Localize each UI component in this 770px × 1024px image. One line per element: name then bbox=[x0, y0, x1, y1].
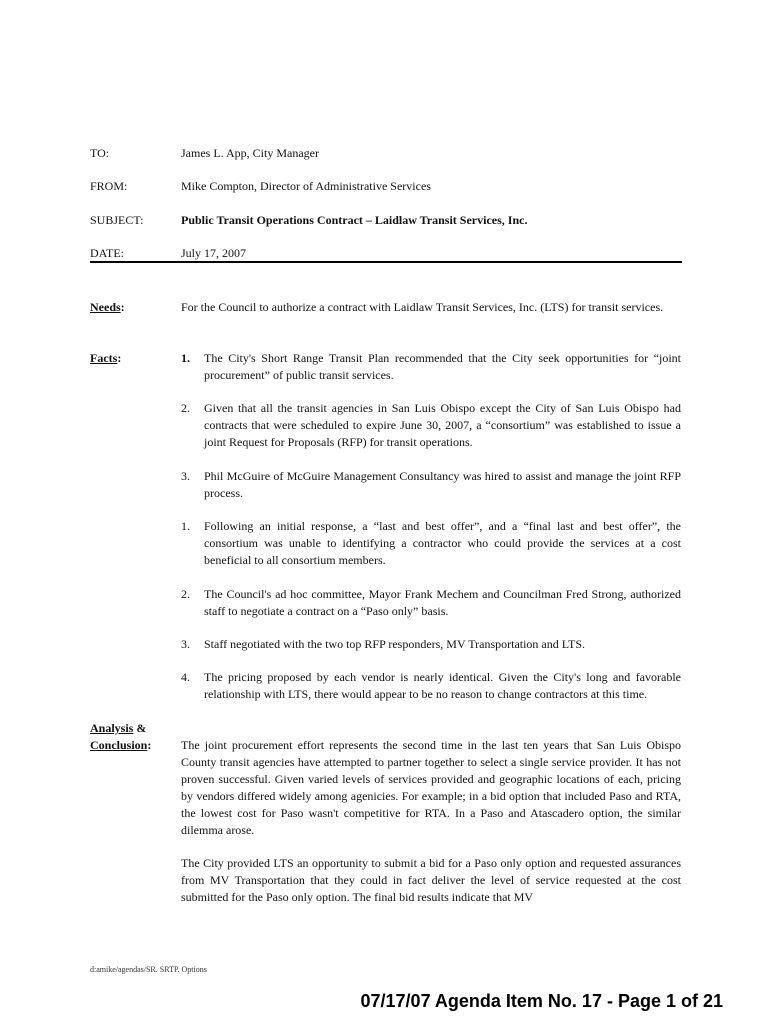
facts-item-text: Given that all the transit agencies in San Luis Obispo except the City of San Luis Obispo had contracts that were scheduled to expire June 30, 2007, a “consortium” was established to issue a joint Request for Proposals (RFP) for transit operations. bbox=[204, 401, 681, 449]
to-label: TO: bbox=[90, 146, 110, 160]
facts-item-number: 2. bbox=[181, 401, 190, 415]
analysis-ampersand: & bbox=[133, 721, 147, 735]
file-path-footer: d:amike/agendas/SR. SRTP. Options bbox=[90, 965, 207, 974]
conclusion-label-text: Conclusion bbox=[90, 738, 148, 752]
agenda-page-stamp: 07/17/07 Agenda Item No. 17 - Page 1 of 21 bbox=[360, 991, 723, 1011]
conclusion-label bbox=[90, 737, 151, 754]
analysis-label-text: Analysis bbox=[90, 721, 134, 735]
date-value: July 17, 2007 bbox=[181, 246, 247, 260]
facts-item-number: 1. bbox=[181, 351, 190, 365]
facts-item-text: Following an initial response, a “last and best offer”, and a “final last and best offer”, the consortium was unable to identifying a contractor who could provide the services at a cost beneficial to all consortium members. bbox=[204, 519, 681, 567]
facts-label-text: Facts bbox=[90, 351, 118, 365]
analysis-label bbox=[90, 720, 146, 737]
date-label: DATE: bbox=[90, 246, 124, 260]
facts-item-number: 4. bbox=[181, 670, 190, 684]
facts-item-text: The Council's ad hoc committee, Mayor Frank Mechem and Councilman Fred Strong, authorized staff to negotiate a contract on a “Paso only” basis. bbox=[204, 587, 681, 618]
facts-item-text: Phil McGuire of McGuire Management Consultancy was hired to assist and manage the joint RFP process. bbox=[204, 469, 681, 500]
needs-label-text: Needs bbox=[90, 300, 121, 314]
facts-item-text: The City's Short Range Transit Plan recommended that the City seek opportunities for “joint procurement” of public transit services. bbox=[204, 351, 681, 382]
facts-colon: : bbox=[117, 351, 122, 365]
subject-value: Public Transit Operations Contract – Laidlaw Transit Services, Inc. bbox=[181, 213, 528, 227]
subject-label: SUBJECT: bbox=[90, 213, 144, 227]
facts-item-text: Staff negotiated with the two top RFP responders, MV Transportation and LTS. bbox=[204, 637, 585, 651]
facts-item-text: The pricing proposed by each vendor is nearly identical. Given the City's long and favorable relationship with LTS, there would appear to be no reason to change contractors at this time. bbox=[204, 670, 681, 701]
from-value: Mike Compton, Director of Administrative Services bbox=[181, 179, 431, 193]
needs-text: For the Council to authorize a contract with Laidlaw Transit Services, Inc. (LTS) for transit services. bbox=[181, 300, 664, 314]
conclusion-colon: : bbox=[147, 738, 152, 752]
header-divider bbox=[90, 261, 682, 263]
to-value: James L. App, City Manager bbox=[181, 146, 319, 160]
needs-label bbox=[90, 299, 125, 316]
analysis-paragraph-1: The joint procurement effort represents the second time in the last ten years that San Luis Obispo County transit agencies have attempted to partner together to select a single service provider. It has not proven successful. Given varied levels of services provided and geographic locations of each, pricing by vendors differed widely among agenicies. For example; in a bid option that included Paso and RTA, the lowest cost for Paso wasn't competitive for RTA. In a Paso and Atascadero option, the similar dilemma arose. bbox=[181, 738, 681, 837]
facts-item-number: 1. bbox=[181, 519, 190, 533]
facts-item-number: 3. bbox=[181, 637, 190, 651]
from-label: FROM: bbox=[90, 179, 128, 193]
facts-item-number: 3. bbox=[181, 469, 190, 483]
facts-item-number: 2. bbox=[181, 587, 190, 601]
analysis-paragraph-2: The City provided LTS an opportunity to submit a bid for a Paso only option and requested assurances from MV Transportation that they could in fact deliver the level of service requested at the cost submitted for the Paso only option. The final bid results indicate that MV bbox=[181, 856, 681, 904]
needs-colon: : bbox=[120, 300, 125, 314]
facts-label bbox=[90, 350, 121, 367]
